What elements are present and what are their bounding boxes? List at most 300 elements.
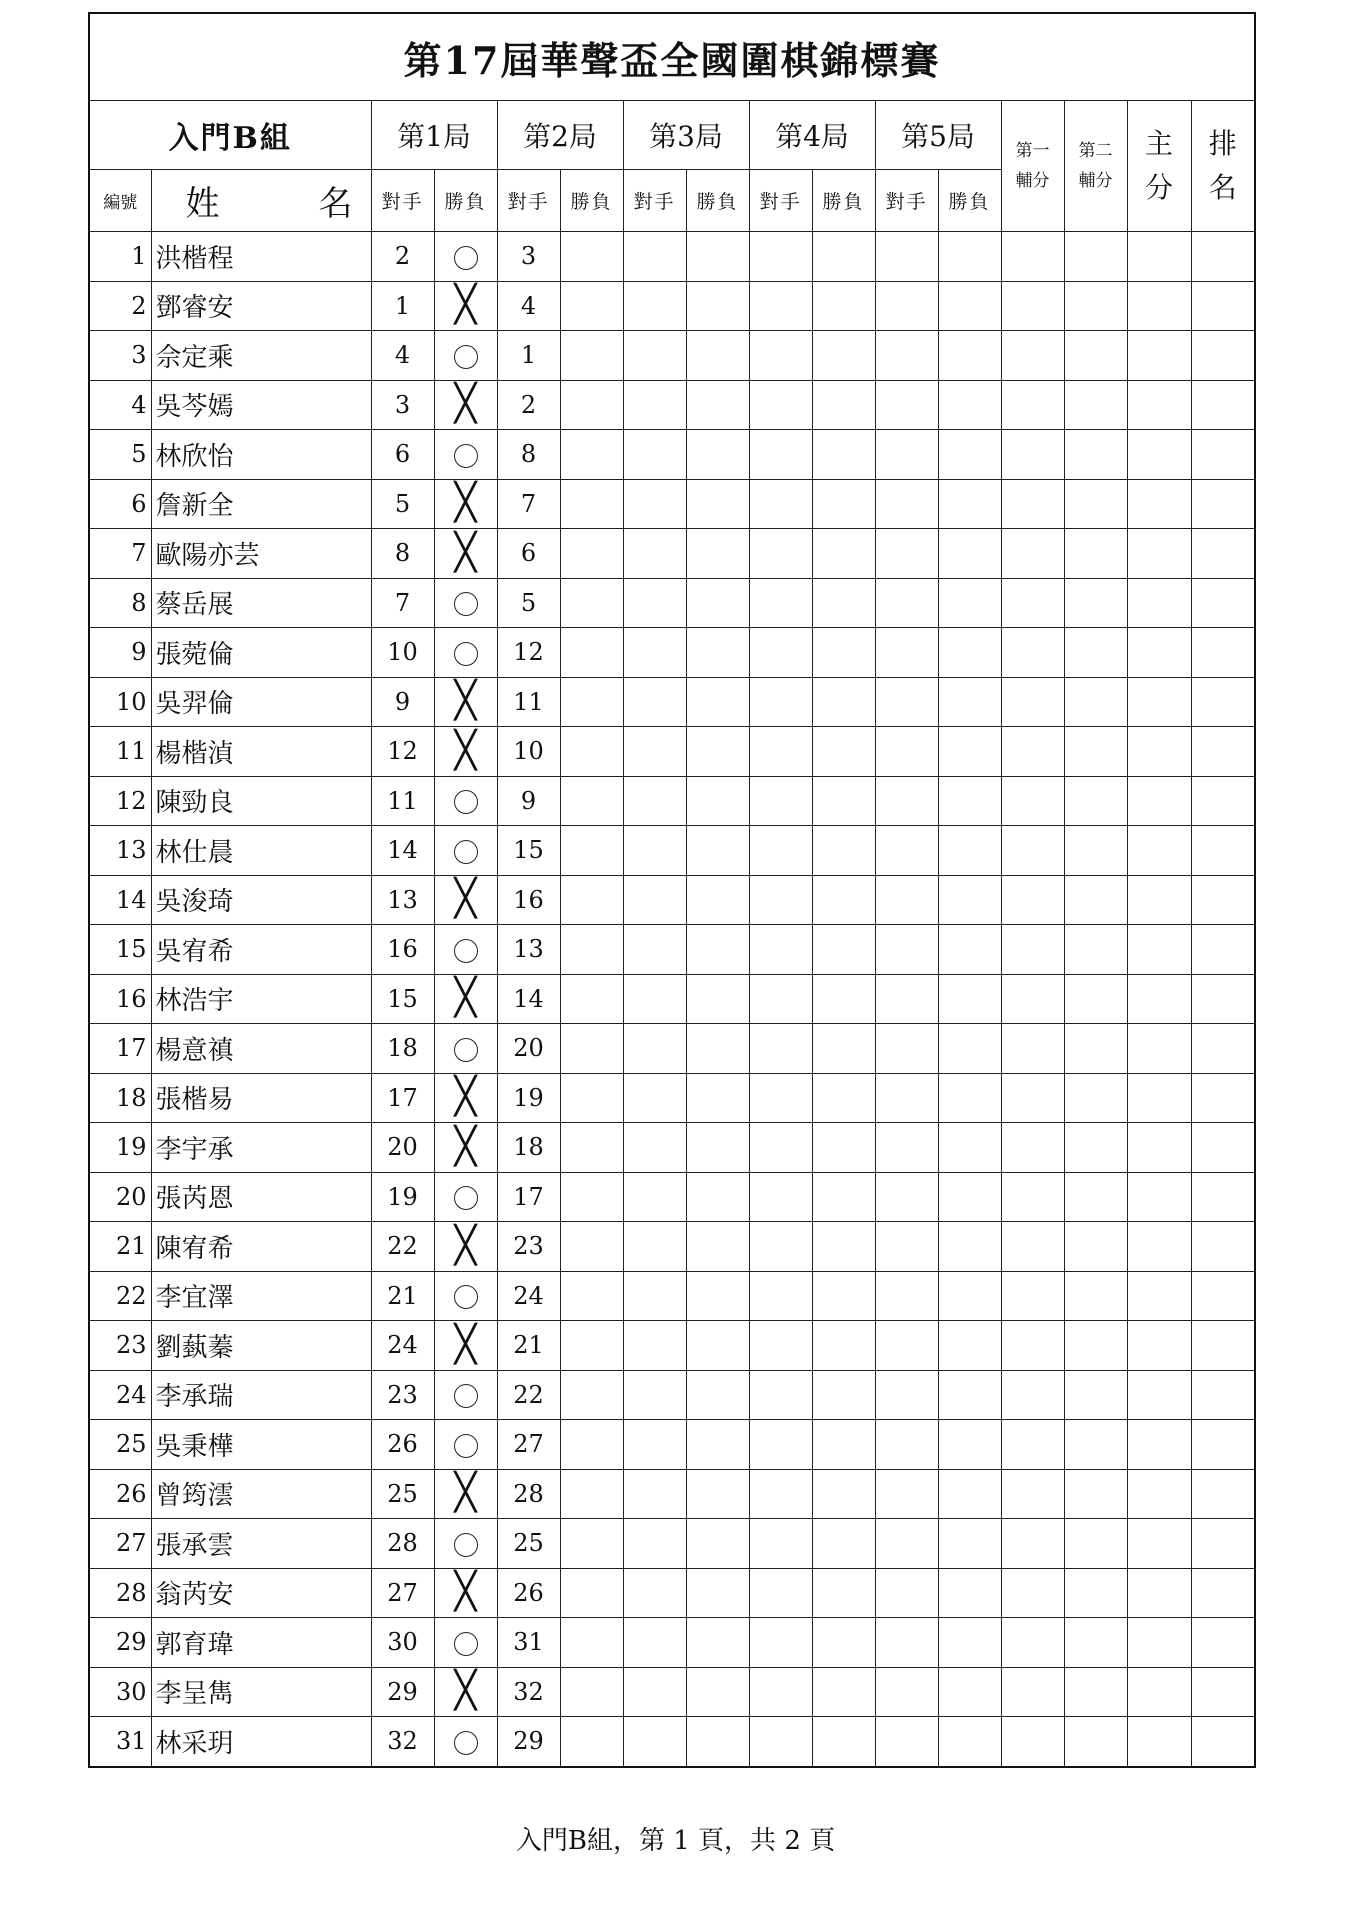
r2-result (560, 776, 623, 826)
r3-result (686, 925, 749, 975)
r2-opponent: 21 (497, 1321, 560, 1371)
table-row (89, 430, 1255, 480)
r3-opponent (623, 875, 686, 925)
r5-result (938, 1420, 1001, 1470)
tiebreak-2-cell (1064, 1420, 1127, 1470)
player-number: 25 (89, 1420, 151, 1470)
pairing-table (88, 12, 1256, 1768)
r5-opponent (875, 974, 938, 1024)
r5-opponent (875, 430, 938, 480)
r5-opponent (875, 1469, 938, 1519)
r3-result (686, 578, 749, 628)
r2-opponent: 4 (497, 281, 560, 331)
loss-cross-icon: ╳ (454, 977, 477, 1019)
r2-result (560, 430, 623, 480)
r4-opponent (749, 281, 812, 331)
tiebreak-2-cell (1064, 281, 1127, 331)
r3-result (686, 826, 749, 876)
r1-opponent: 5 (371, 479, 434, 529)
r4-result (812, 1519, 875, 1569)
r4-result (812, 479, 875, 529)
player-number: 8 (89, 578, 151, 628)
r4-opponent (749, 1519, 812, 1569)
r3-result (686, 1469, 749, 1519)
r5-result (938, 1717, 1001, 1767)
r3-result (686, 1568, 749, 1618)
tiebreak-1-cell (1001, 974, 1064, 1024)
rank-cell (1191, 1519, 1255, 1569)
r1-result (434, 1519, 497, 1569)
r5-result (938, 1024, 1001, 1074)
r5-result (938, 1618, 1001, 1668)
table-row (89, 1370, 1255, 1420)
main-score-cell (1127, 430, 1191, 480)
r1-result (434, 1321, 497, 1371)
r1-result (434, 974, 497, 1024)
round-4-header: 第4局 (749, 101, 875, 170)
r5-opponent (875, 1618, 938, 1668)
loss-cross-icon: ╳ (454, 1224, 477, 1266)
r4-opponent (749, 1420, 812, 1470)
r2-opponent: 8 (497, 430, 560, 480)
player-number: 18 (89, 1073, 151, 1123)
table-row (89, 1271, 1255, 1321)
player-number: 17 (89, 1024, 151, 1074)
r3-result (686, 1618, 749, 1668)
player-number: 16 (89, 974, 151, 1024)
r4-result (812, 529, 875, 579)
r4-opponent (749, 1469, 812, 1519)
tiebreak-1-cell (1001, 925, 1064, 975)
tiebreak-2-cell (1064, 232, 1127, 282)
r3-result (686, 1172, 749, 1222)
r2-opponent: 20 (497, 1024, 560, 1074)
r3-opponent (623, 727, 686, 777)
r1-result (434, 430, 497, 480)
player-number: 14 (89, 875, 151, 925)
player-number: 19 (89, 1123, 151, 1173)
loss-cross-icon: ╳ (454, 729, 477, 771)
player-number: 15 (89, 925, 151, 975)
round-2-header: 第2局 (497, 101, 623, 170)
player-number: 6 (89, 479, 151, 529)
table-row (89, 1519, 1255, 1569)
page-footer: 入門B組，第 1 頁，共 2 頁 (515, 1826, 836, 1856)
table-row (89, 1172, 1255, 1222)
main-score-cell (1127, 331, 1191, 381)
r2-result (560, 1420, 623, 1470)
r1-result (434, 875, 497, 925)
tiebreak-2-cell (1064, 1222, 1127, 1272)
r2-result (560, 875, 623, 925)
r3-opponent (623, 974, 686, 1024)
r1-result (434, 1469, 497, 1519)
tiebreak-1-cell (1001, 1420, 1064, 1470)
r5-opponent (875, 1172, 938, 1222)
rank-cell (1191, 1568, 1255, 1618)
r5-result (938, 479, 1001, 529)
win-circle-icon (454, 1632, 478, 1656)
player-name: 歐陽亦芸 (151, 529, 371, 579)
r1-opponent: 9 (371, 677, 434, 727)
r4-result (812, 776, 875, 826)
tiebreak-2-header: 第二 輔分 (1064, 101, 1127, 232)
tiebreak-2-cell (1064, 925, 1127, 975)
r2-opponent: 31 (497, 1618, 560, 1668)
r1-opponent: 22 (371, 1222, 434, 1272)
player-number: 10 (89, 677, 151, 727)
r4-result (812, 1469, 875, 1519)
player-name: 張承雲 (151, 1519, 371, 1569)
r4-opponent (749, 1222, 812, 1272)
r4-result (812, 875, 875, 925)
r5-opponent (875, 232, 938, 282)
player-name: 曾筠澐 (151, 1469, 371, 1519)
main-score-cell (1127, 232, 1191, 282)
r2-result (560, 1271, 623, 1321)
r4-opponent (749, 826, 812, 876)
r5-result (938, 578, 1001, 628)
table-row (89, 232, 1255, 282)
r1-result (434, 1073, 497, 1123)
r2-result (560, 1073, 623, 1123)
r2-opponent: 6 (497, 529, 560, 579)
r4-opponent (749, 479, 812, 529)
tiebreak-1-cell (1001, 1667, 1064, 1717)
table-row (89, 1222, 1255, 1272)
round-3-header: 第3局 (623, 101, 749, 170)
r3-opponent (623, 1717, 686, 1767)
tiebreak-2-cell (1064, 875, 1127, 925)
r5-result (938, 1469, 1001, 1519)
loss-cross-icon: ╳ (454, 284, 477, 326)
r4-opponent (749, 776, 812, 826)
r4-result (812, 1420, 875, 1470)
tiebreak-2-cell (1064, 1073, 1127, 1123)
r2-opponent: 5 (497, 578, 560, 628)
tiebreak-2-cell (1064, 1271, 1127, 1321)
r1-opponent: 6 (371, 430, 434, 480)
r1-opponent: 30 (371, 1618, 434, 1668)
player-name: 蔡岳展 (151, 578, 371, 628)
table-row (89, 1321, 1255, 1371)
r5-result (938, 1271, 1001, 1321)
tiebreak-1-cell (1001, 1321, 1064, 1371)
r5-result (938, 380, 1001, 430)
tiebreak-2-cell (1064, 974, 1127, 1024)
player-name: 洪楷程 (151, 232, 371, 282)
r2-opponent: 24 (497, 1271, 560, 1321)
r1-opponent: 1 (371, 281, 434, 331)
r2-opponent: 27 (497, 1420, 560, 1470)
r4-result (812, 1667, 875, 1717)
player-name: 陳宥希 (151, 1222, 371, 1272)
tiebreak-2-cell (1064, 578, 1127, 628)
r1-opponent: 8 (371, 529, 434, 579)
r2-opponent: 3 (497, 232, 560, 282)
win-circle-icon (454, 246, 478, 270)
r1-result (434, 380, 497, 430)
tiebreak-2-cell (1064, 1024, 1127, 1074)
r5-opponent (875, 826, 938, 876)
r4-result (812, 430, 875, 480)
r4-result (812, 1172, 875, 1222)
win-circle-icon (454, 444, 478, 468)
r1-opponent: 7 (371, 578, 434, 628)
win-circle-icon (454, 1434, 478, 1458)
r4-result (812, 1123, 875, 1173)
table-row (89, 925, 1255, 975)
player-name: 吳宥希 (151, 925, 371, 975)
table-row (89, 479, 1255, 529)
r2-opponent: 25 (497, 1519, 560, 1569)
main-score-cell (1127, 479, 1191, 529)
r1-opponent: 14 (371, 826, 434, 876)
rank-cell (1191, 1370, 1255, 1420)
r2-opponent: 2 (497, 380, 560, 430)
tiebreak-2-cell (1064, 826, 1127, 876)
tiebreak-1-cell (1001, 1024, 1064, 1074)
r3-opponent (623, 1519, 686, 1569)
win-circle-icon (454, 592, 478, 616)
r2-opponent: 7 (497, 479, 560, 529)
r1-opponent: 23 (371, 1370, 434, 1420)
tiebreak-2-cell (1064, 677, 1127, 727)
main-score-cell (1127, 826, 1191, 876)
player-number: 26 (89, 1469, 151, 1519)
r3-result (686, 974, 749, 1024)
player-name: 張菀倫 (151, 628, 371, 678)
r5-opponent (875, 628, 938, 678)
rank-cell (1191, 430, 1255, 480)
r3-opponent (623, 1123, 686, 1173)
r3-result (686, 1123, 749, 1173)
r3-result-header: 勝負 (686, 170, 749, 232)
r4-result (812, 1370, 875, 1420)
main-score-cell (1127, 1222, 1191, 1272)
r3-opponent (623, 1667, 686, 1717)
r3-result (686, 529, 749, 579)
r1-result (434, 1420, 497, 1470)
player-number: 24 (89, 1370, 151, 1420)
rank-cell (1191, 578, 1255, 628)
r2-result (560, 232, 623, 282)
r2-result (560, 578, 623, 628)
table-row (89, 1667, 1255, 1717)
rank-cell (1191, 380, 1255, 430)
player-number: 23 (89, 1321, 151, 1371)
r5-result (938, 1321, 1001, 1371)
r5-opponent (875, 1321, 938, 1371)
r5-opponent (875, 776, 938, 826)
loss-cross-icon: ╳ (454, 878, 477, 920)
r1-opponent: 24 (371, 1321, 434, 1371)
r2-result (560, 925, 623, 975)
r5-result (938, 1222, 1001, 1272)
r4-opponent-header: 對手 (749, 170, 812, 232)
r3-opponent (623, 826, 686, 876)
r3-result (686, 281, 749, 331)
tiebreak-1-cell (1001, 529, 1064, 579)
table-row (89, 1024, 1255, 1074)
r1-opponent: 18 (371, 1024, 434, 1074)
r3-result (686, 1667, 749, 1717)
sheet-title: 第17屆華聲盃全國圍棋錦標賽 (89, 13, 1255, 101)
r3-result (686, 1370, 749, 1420)
main-score-cell (1127, 727, 1191, 777)
r4-opponent (749, 380, 812, 430)
r3-result (686, 331, 749, 381)
r1-result-header: 勝負 (434, 170, 497, 232)
main-score-cell (1127, 1568, 1191, 1618)
r5-result (938, 281, 1001, 331)
r1-opponent: 20 (371, 1123, 434, 1173)
main-score-cell (1127, 1420, 1191, 1470)
r4-opponent (749, 628, 812, 678)
player-number: 2 (89, 281, 151, 331)
r2-opponent: 32 (497, 1667, 560, 1717)
table-row (89, 1420, 1255, 1470)
r1-opponent: 4 (371, 331, 434, 381)
group-label: 入門B組 (89, 101, 371, 170)
r2-opponent: 17 (497, 1172, 560, 1222)
win-circle-icon (454, 840, 478, 864)
player-name: 李呈雋 (151, 1667, 371, 1717)
r1-opponent: 2 (371, 232, 434, 282)
r2-result (560, 1321, 623, 1371)
table-row (89, 281, 1255, 331)
r4-opponent (749, 1321, 812, 1371)
r5-opponent (875, 1667, 938, 1717)
loss-cross-icon: ╳ (454, 1076, 477, 1118)
player-name: 吳芩嫣 (151, 380, 371, 430)
win-circle-icon (454, 345, 478, 369)
r1-result (434, 677, 497, 727)
table-row (89, 1717, 1255, 1767)
player-number: 27 (89, 1519, 151, 1569)
r3-result (686, 479, 749, 529)
player-name: 李宜澤 (151, 1271, 371, 1321)
tiebreak-1-cell (1001, 1717, 1064, 1767)
r2-result (560, 628, 623, 678)
r1-result (434, 1172, 497, 1222)
r4-opponent (749, 1667, 812, 1717)
loss-cross-icon: ╳ (454, 1125, 477, 1167)
r2-result (560, 1222, 623, 1272)
r2-result (560, 529, 623, 579)
r5-opponent-header: 對手 (875, 170, 938, 232)
r4-opponent (749, 1717, 812, 1767)
r4-result-header: 勝負 (812, 170, 875, 232)
tiebreak-1-cell (1001, 1073, 1064, 1123)
r3-result (686, 1519, 749, 1569)
tiebreak-1-cell (1001, 1222, 1064, 1272)
r2-opponent: 14 (497, 974, 560, 1024)
r3-opponent (623, 677, 686, 727)
table-row (89, 875, 1255, 925)
r3-result (686, 727, 749, 777)
r1-result (434, 1618, 497, 1668)
r5-result-header: 勝負 (938, 170, 1001, 232)
r1-result (434, 1568, 497, 1618)
r5-opponent (875, 677, 938, 727)
main-score-cell (1127, 974, 1191, 1024)
r4-result (812, 925, 875, 975)
r3-opponent (623, 1370, 686, 1420)
r3-result (686, 1321, 749, 1371)
main-score-cell (1127, 1370, 1191, 1420)
tiebreak-1-cell (1001, 479, 1064, 529)
player-number: 4 (89, 380, 151, 430)
tiebreak-1-cell (1001, 1618, 1064, 1668)
r1-opponent: 17 (371, 1073, 434, 1123)
r5-result (938, 628, 1001, 678)
r1-opponent: 29 (371, 1667, 434, 1717)
r2-result (560, 1370, 623, 1420)
main-score-cell (1127, 1321, 1191, 1371)
name-header: 姓 名 (151, 170, 371, 232)
r1-result (434, 1222, 497, 1272)
r1-opponent: 15 (371, 974, 434, 1024)
r1-result (434, 628, 497, 678)
r3-opponent (623, 479, 686, 529)
player-number: 28 (89, 1568, 151, 1618)
player-name: 翁芮安 (151, 1568, 371, 1618)
r5-opponent (875, 479, 938, 529)
r5-result (938, 529, 1001, 579)
win-circle-icon (454, 1186, 478, 1210)
tiebreak-1-cell (1001, 776, 1064, 826)
player-name: 郭育瑋 (151, 1618, 371, 1668)
r2-opponent: 28 (497, 1469, 560, 1519)
r1-result (434, 776, 497, 826)
rank-cell (1191, 1717, 1255, 1767)
rank-cell (1191, 776, 1255, 826)
r5-result (938, 1568, 1001, 1618)
r2-result (560, 1717, 623, 1767)
r5-opponent (875, 1073, 938, 1123)
tiebreak-1-cell (1001, 1123, 1064, 1173)
r2-result (560, 1667, 623, 1717)
r2-opponent: 10 (497, 727, 560, 777)
player-number: 13 (89, 826, 151, 876)
main-score-cell (1127, 925, 1191, 975)
r4-opponent (749, 331, 812, 381)
r4-opponent (749, 875, 812, 925)
r2-opponent: 22 (497, 1370, 560, 1420)
r5-opponent (875, 875, 938, 925)
r5-result (938, 1667, 1001, 1717)
player-name: 吳羿倫 (151, 677, 371, 727)
tiebreak-1-cell (1001, 727, 1064, 777)
r3-opponent (623, 1172, 686, 1222)
r2-result (560, 1618, 623, 1668)
table-row (89, 1469, 1255, 1519)
r1-opponent: 13 (371, 875, 434, 925)
tiebreak-2-cell (1064, 380, 1127, 430)
r3-result (686, 1271, 749, 1321)
r3-opponent (623, 1222, 686, 1272)
r4-result (812, 1568, 875, 1618)
rank-header: 排 名 (1191, 101, 1255, 232)
r1-opponent: 26 (371, 1420, 434, 1470)
r5-opponent (875, 1568, 938, 1618)
table-row (89, 529, 1255, 579)
r5-opponent (875, 925, 938, 975)
tiebreak-1-cell (1001, 281, 1064, 331)
r1-opponent: 32 (371, 1717, 434, 1767)
loss-cross-icon: ╳ (454, 680, 477, 722)
